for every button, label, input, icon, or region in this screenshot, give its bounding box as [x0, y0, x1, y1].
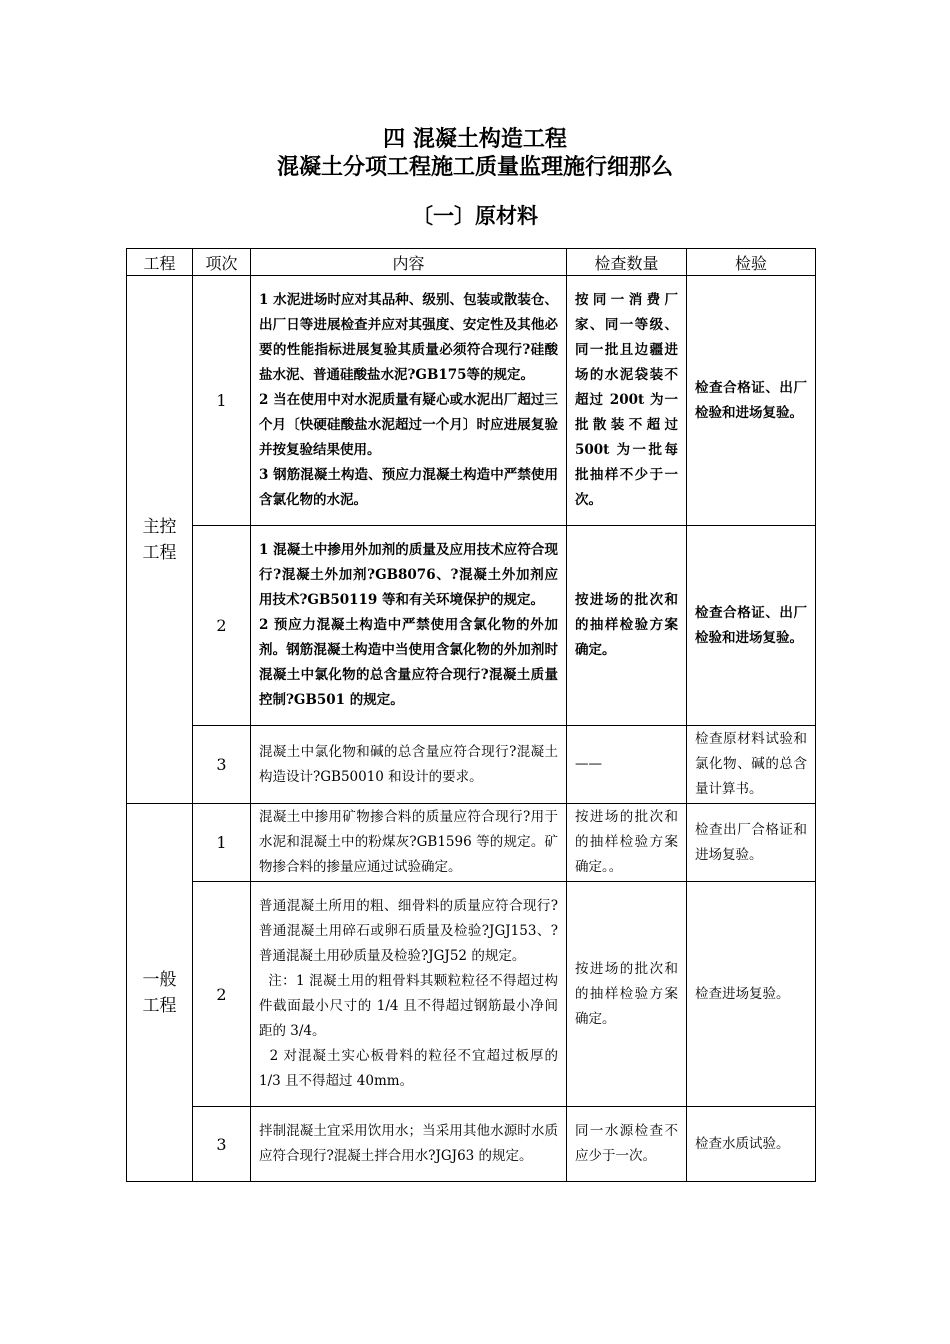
content-paragraph: 拌制混凝土宜采用饮用水；当采用其他水源时水质应符合现行?混凝土拌合用水?JGJ63 的规定。 — [259, 1123, 558, 1164]
item-content — [251, 726, 567, 804]
inspection-method: 检查出厂合格证和进场复验。 — [687, 804, 816, 882]
section-title: 〔一〕原材料 — [412, 203, 538, 228]
item-content — [251, 526, 567, 726]
inspection-method: 检查合格证、出厂检验和进场复验。 — [687, 526, 816, 726]
content-paragraph: 混凝土中掺用矿物掺合料的质量应符合现行?用于水泥和混凝土中的粉煤灰?GB1596 等的规定。矿物掺合料的掺量应通过试验确定。 — [259, 809, 558, 875]
col-header-item: 项次 — [193, 249, 251, 276]
table-row — [127, 804, 816, 882]
inspection-method: 检查水质试验。 — [687, 1107, 816, 1182]
col-header-quantity: 检查数量 — [567, 249, 687, 276]
inspection-quantity: —— — [567, 726, 687, 804]
inspection-method: 检查进场复验。 — [687, 882, 816, 1107]
document-title: 混凝土分项工程施工质量监理施行细那么 — [276, 154, 673, 180]
category-general — [127, 804, 193, 1182]
content-paragraph: 2 预应力混凝土构造中严禁使用含氯化物的外加剂。钢筋混凝土构造中当使用含氯化物的外加剂时混凝土中氯化物的总含量应符合现行?混凝土质量控制?GB501 的规定。 — [259, 617, 558, 708]
content-paragraph: 1 混凝土中掺用外加剂的质量及应用技术应符合现行?混凝土外加剂?GB8076、?混凝土外加剂应用技术?GB50119 等和有关环境保护的规定。 — [259, 542, 558, 608]
category-label: 一般 工程 — [142, 969, 177, 1016]
table-header-row — [127, 249, 816, 276]
content-paragraph: 普通混凝土所用的粗、细骨料的质量应符合现行?普通混凝土用碎石或卵石质量及检验?JGJ153、?普通混凝土用砂质量及检验?JGJ52 的规定。 — [259, 898, 558, 964]
content-paragraph: 混凝土中氯化物和碱的总含量应符合现行?混凝土构造设计?GB50010 和设计的要求。 — [259, 743, 558, 785]
item-number: 3 — [193, 726, 251, 804]
inspection-quantity: 按同一消费厂家、同一等级、同一批且边疆进场的水泥袋装不超过 200t 为一批散装不超过 500t 为一批每批抽样不少于一次。 — [567, 276, 687, 526]
table-row — [127, 882, 816, 1107]
inspection-quantity: 同一水源检查不应少于一次。 — [567, 1107, 687, 1182]
content-paragraph: 注：1 混凝土用的粗骨料其颗粒粒径不得超过构件截面最小尺寸的 1/4 且不得超过钢筋最小净间距的 3/4。 — [259, 973, 558, 1039]
item-content — [251, 276, 567, 526]
table-row — [127, 526, 816, 726]
col-header-content: 内容 — [251, 249, 567, 276]
item-number: 1 — [193, 804, 251, 882]
inspection-quantity: 按进场的批次和的抽样检验方案确定。。 — [567, 804, 687, 882]
content-paragraph: 2 当在使用中对水泥质量有疑心或水泥出厂超过三个月〔快硬硅酸盐水泥超过一个月〕时应进展复验并按复验结果使用。 — [259, 392, 558, 458]
table-row — [127, 1107, 816, 1182]
content-paragraph: 1 水泥进场时应对其品种、级别、包装或散装仓、出厂日等进展检查并应对其强度、安定性及其他必要的性能指标进展复验其质量必须符合现行?硅酸盐水泥、普通硅酸盐水泥?GB175等的规定。 — [259, 292, 558, 383]
item-content — [251, 1107, 567, 1182]
category-label: 主控 工程 — [142, 516, 177, 563]
item-number: 3 — [193, 1107, 251, 1182]
materials-table — [126, 248, 816, 1182]
col-header-project: 工程 — [127, 249, 193, 276]
item-number: 2 — [193, 882, 251, 1107]
inspection-method: 检查合格证、出厂检验和进场复验。 — [687, 276, 816, 526]
category-main-control — [127, 276, 193, 804]
inspection-quantity: 按进场的批次和的抽样检验方案确定。 — [567, 526, 687, 726]
col-header-inspection: 检验 — [687, 249, 816, 276]
content-paragraph: 2 对混凝土实心板骨料的粒径不宜超过板厚的 1/3 且不得超过 40mm。 — [259, 1048, 563, 1089]
item-content — [251, 804, 567, 882]
table-row — [127, 276, 816, 526]
content-paragraph: 3 钢筋混凝土构造、预应力混凝土构造中严禁使用含氯化物的水泥。 — [259, 467, 558, 508]
item-content — [251, 882, 567, 1107]
item-number: 1 — [193, 276, 251, 526]
chapter-title: 四 混凝土构造工程 — [383, 126, 567, 152]
inspection-quantity: 按进场的批次和的抽样检验方案确定。 — [567, 882, 687, 1107]
table-row — [127, 726, 816, 804]
inspection-method: 检查原材料试验和氯化物、碱的总含量计算书。 — [687, 726, 816, 804]
item-number: 2 — [193, 526, 251, 726]
